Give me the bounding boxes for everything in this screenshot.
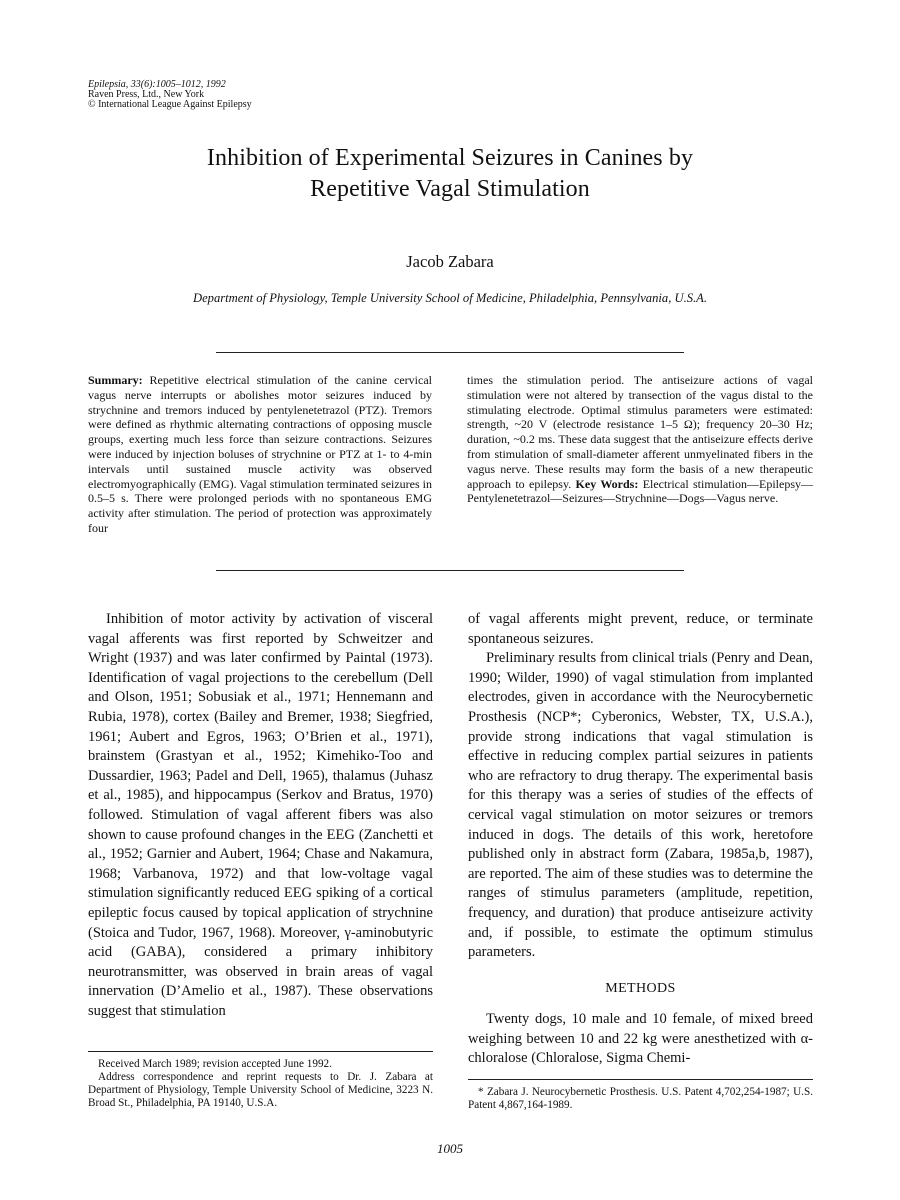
intro-paragraph-1: Inhibition of motor activity by activation of visceral vagal afferents was first reported by Schweitzer and Wright (1937) and was later confirmed by Paintal (1973). Identification of vagal projections to the cerebellum (Dell and Olson, 1951; Sobusiak et al., 1971; Hennemann and Rubia, 1978), cortex (Bailey and Bremer, 1938; Siegfried, 1961; Aubert and Egros, 1963; O’Brien et al., 1971), brainstem (Grastyan et al., 1952; Kimehiko-Too and Dussardier, 1963; Padel and Dell, 1965), thalamus (Juhasz et al., 1985), and hippocampus (Serkov and Bratus, 1970) followed. Stimulation of vagal afferent fibers was also shown to cause profound changes in the EEG (Zanchetti et al., 1952; Garnier and Aubert, 1964; Chase and Nakamura, 1968; Varbanova, 1972) and that low-voltage vagal stimulation significantly reduced EEG spiking of a cortical epileptic focus caused by topical application of strychnine (Stoica and Tudor, 1967, 1968). Moreover, γ-aminobutyric acid (GABA), considered a primary inhibitory neurotransmitter, was observed in brain areas of vagal innervation (D’Amelio et al., 1987). These observations suggest that stimulation — [88, 611, 433, 1019]
publisher-line: Raven Press, Ltd., New York — [88, 89, 205, 100]
paper-title-line-1: Inhibition of Experimental Seizures in Canines by — [206, 145, 694, 171]
correspondence-note: Address correspondence and reprint requests to Dr. J. Zabara at Department of Physiology, Temple University School of Medicine, 3223 N. Broad St., Philadelphia, PA 19140, U.S.A. — [88, 1071, 433, 1109]
abstract-left-column — [88, 373, 432, 536]
page-number: 1005 — [437, 1141, 463, 1156]
intro-paragraph-continued: of vagal afferents might prevent, reduce, or terminate spontaneous seizures. — [468, 611, 813, 647]
journal-citation: Epilepsia, 33(6):1005–1012, 1992 — [88, 79, 226, 90]
intro-paragraph-2: Preliminary results from clinical trials (Penry and Dean, 1990; Wilder, 1990) of vagal stimulation from implanted electrodes, given in accordance with the Neurocybernetic Prosthesis (NCP*; Cyberonics, Webster, TX, U.S.A.), provide strong indications that vagal stimulation is effective in reducing complex partial seizures in patients who are refractory to drug therapy. The experimental basis for this therapy was a series of studies of the effects of cervical vagal stimulation on motor seizures or tremors induced in dogs. The details of this work, heretofore published only in abstract form (Zabara, 1985a,b, 1987), are reported. The aim of these studies was to determine the ranges of stimulus parameters (amplitude, repetition, frequency, and duration) that produce antiseizure activity and, if possible, to estimate the optimum stimulus parameters. — [468, 650, 813, 961]
abstract-right-column — [467, 373, 813, 506]
footnote-left-rule — [88, 1051, 433, 1052]
abstract-right-text: times the stimulation period. The antiseizure actions of vagal stimulation were not altered by transection of the vagus distal to the stimulating electrode. Optimal stimulus parameters were estimated: strength, ~20 V (electrode resistance 1–5 Ω); frequency 20–30 Hz; duration, ~0.2 ms. These data suggest that the antiseizure effects derive from stimulation of small-diameter afferent unmyelinated fibers in the vagus nerve. These results may form the basis of a new therapeutic approach to epilepsy. — [467, 373, 813, 491]
abstract-left-text: Repetitive electrical stimulation of the canine cervical vagus nerve interrupts or abolishes motor seizures induced by strychnine and tremors induced by pentylenetetrazol (PTZ). Tremors were defined as rhythmic alternating contractions of opposing muscle groups, exerting much less force than seizure contractions. Seizures were induced by injection boluses of strychnine or PTZ at 1- to 4-min intervals until sustained muscle activity was observed electromyographically (EMG). Vagal stimulation terminated seizures in 0.5–5 s. There were prolonged periods with no spontaneous EMG activity after stimulation. The period of protection was approximately four — [88, 373, 433, 535]
footnote-right — [468, 1086, 813, 1112]
journal-header — [88, 80, 252, 110]
paper-title-line-2: Repetitive Vagal Stimulation — [310, 176, 590, 202]
key-words-text: Electrical stimulation—Epilepsy—Pentylenetetrazol—Seizures—Strychnine—Dogs—Vagus nerve. — [467, 476, 813, 506]
summary-label: Summary: — [88, 373, 143, 387]
body-right-column — [468, 610, 813, 1069]
paper-title — [0, 143, 900, 205]
abstract-top-rule — [216, 352, 684, 353]
author-affiliation: Department of Physiology, Temple University School of Medicine, Philadelphia, Pennsylvania, U.S.A. — [192, 291, 708, 305]
footnote-right-rule — [468, 1079, 813, 1080]
received-note: Received March 1989; revision accepted June 1992. — [98, 1058, 332, 1070]
copyright-line: © International League Against Epilepsy — [88, 99, 252, 110]
methods-heading: METHODS — [605, 980, 676, 996]
abstract-bottom-rule — [216, 570, 684, 571]
methods-paragraph-1: Twenty dogs, 10 male and 10 female, of mixed breed weighing between 10 and 22 kg were anesthetized with α-chloralose (Chloralose, Sigma Chemi- — [468, 1011, 813, 1067]
author-name: Jacob Zabara — [406, 252, 494, 271]
patent-note: * Zabara J. Neurocybernetic Prosthesis. U.S. Patent 4,702,254-1987; U.S. Patent 4,867,164-1989. — [468, 1086, 813, 1111]
body-left-column — [88, 610, 433, 1021]
key-words-label: Key Words: — [575, 476, 639, 491]
footnote-left — [88, 1058, 433, 1110]
